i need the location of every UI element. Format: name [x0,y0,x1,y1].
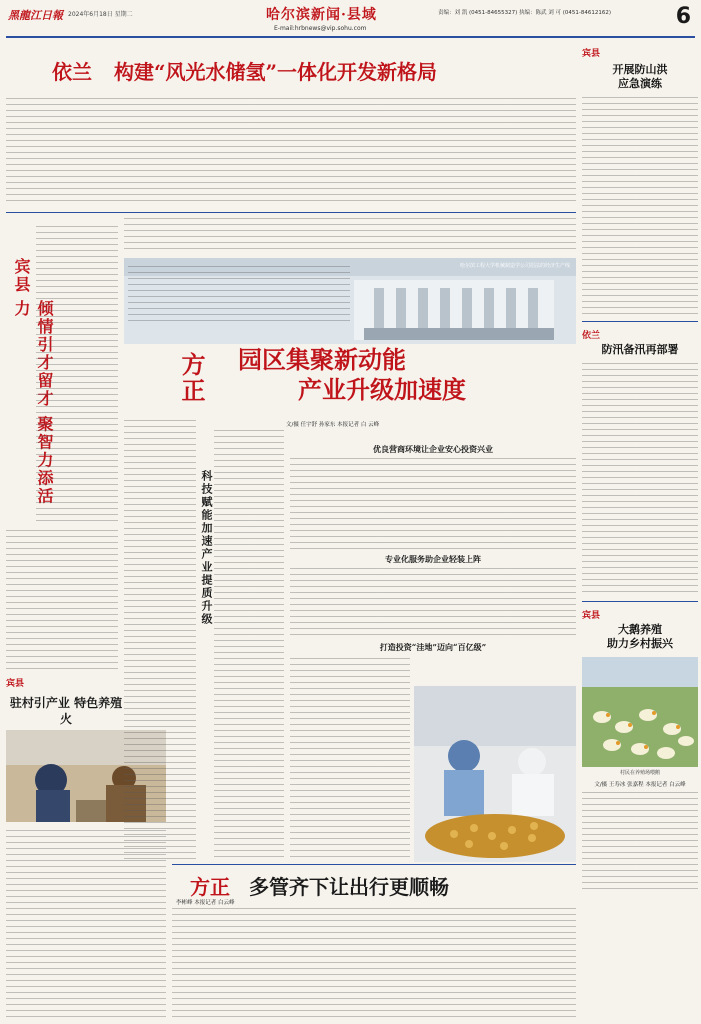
divider [582,321,698,322]
feature-photo-caption: 哈尔滨工程大学机械制造学公司招法的经济生产线 [459,263,570,269]
bottom-story-title: 多管齐下让出行更顺畅 [248,875,449,899]
page-number: 6 [675,4,691,29]
right-story3-headline-line2: 助力乡村振兴 [607,637,673,650]
right-story1-kicker: 宾县 [582,49,601,59]
issue-date: 2024年6月18日 星期二 [68,11,133,18]
feature-photo [124,258,576,344]
right-story3-body [582,792,698,892]
left-story2-kicker: 宾县 [6,679,25,689]
editor-contacts: 责编：刘 凯 (0451-84655327) 执编：陈武 刘 可 (0451-84612162) [438,10,612,16]
top-story-headline-band [6,46,576,90]
top-story-headline: 构建“风光水储氢”一体化开发新格局 [114,60,438,84]
feature-subhead-1-text [290,458,576,550]
right-story2-body [582,363,698,597]
feature-side-headline: 科技赋能加速产业提质升级 [200,470,213,626]
bottom-story-byline: 李彬峰 本报记者 白云峰 [176,900,235,906]
top-story-kicker: 依兰 [52,60,92,84]
feature-intro [124,262,354,330]
feature-byline: 文/摄 任宇舒 孙家东 本报记者 白 云峰 [286,422,380,428]
section-title: 哈尔滨新闻·县域 [266,7,377,23]
left-story1-headline: 倾情引才留才 聚智力添活力 [12,300,54,506]
right-column [582,46,698,892]
left-story2-headline: 驻村引产业 特色养殖火 [9,696,123,726]
masthead [6,4,695,38]
newspaper-logo: 黑龍江日報 [8,9,63,22]
feature-workers-photo [414,686,576,862]
right-story1-body [582,97,698,317]
feature-subhead-3-text [290,658,410,858]
feature-headline [238,345,466,405]
feature-left-column-text [124,420,196,860]
feature-headline-line1: 园区集聚新动能 [238,345,406,374]
divider [6,212,576,213]
feature-second-column-text [214,430,284,860]
right-story3-photo-caption: 村民在养殖场喂鹅 [619,770,660,776]
bottom-story-body [172,908,576,1018]
left-story1-body [36,226,118,526]
feature-kicker: 方正 [177,352,206,404]
right-story2-kicker: 依兰 [582,331,601,341]
right-story3-byline: 文/摄 王寿冰 张嘉程 本报记者 白云峰 [594,782,686,788]
right-story2-headline: 防汛备汛再部署 [601,343,679,356]
right-story3-photo [582,657,698,767]
section-email: E-mail:hrbnews@vip.sohu.com [274,25,367,32]
feature-subhead-2: 专业化服务助企业轻装上阵 [385,554,481,564]
feature-subhead-3: 打造投资“洼地”迈向“百亿级” [379,642,487,652]
divider [172,864,576,865]
divider [582,601,698,602]
right-story1-headline-line1: 开展防山洪 [612,63,668,76]
right-story3-kicker: 宾县 [582,611,601,621]
bottom-story-headline [190,871,449,900]
feature-subhead-1: 优良营商环境让企业安心投资兴业 [373,444,493,454]
left-story1-body-cont [6,530,118,670]
feature-headline-line2: 产业升级加速度 [298,375,466,404]
feature-top-text [124,218,576,254]
right-story1-headline-line2: 应急演练 [618,77,662,90]
feature-subhead-2-text [290,568,576,636]
left-story1-kicker: 宾县 [12,258,31,294]
right-story3-headline-line1: 大鹅养殖 [618,623,662,636]
top-story-body [6,98,576,206]
bottom-story-kicker: 方正 [190,875,230,899]
